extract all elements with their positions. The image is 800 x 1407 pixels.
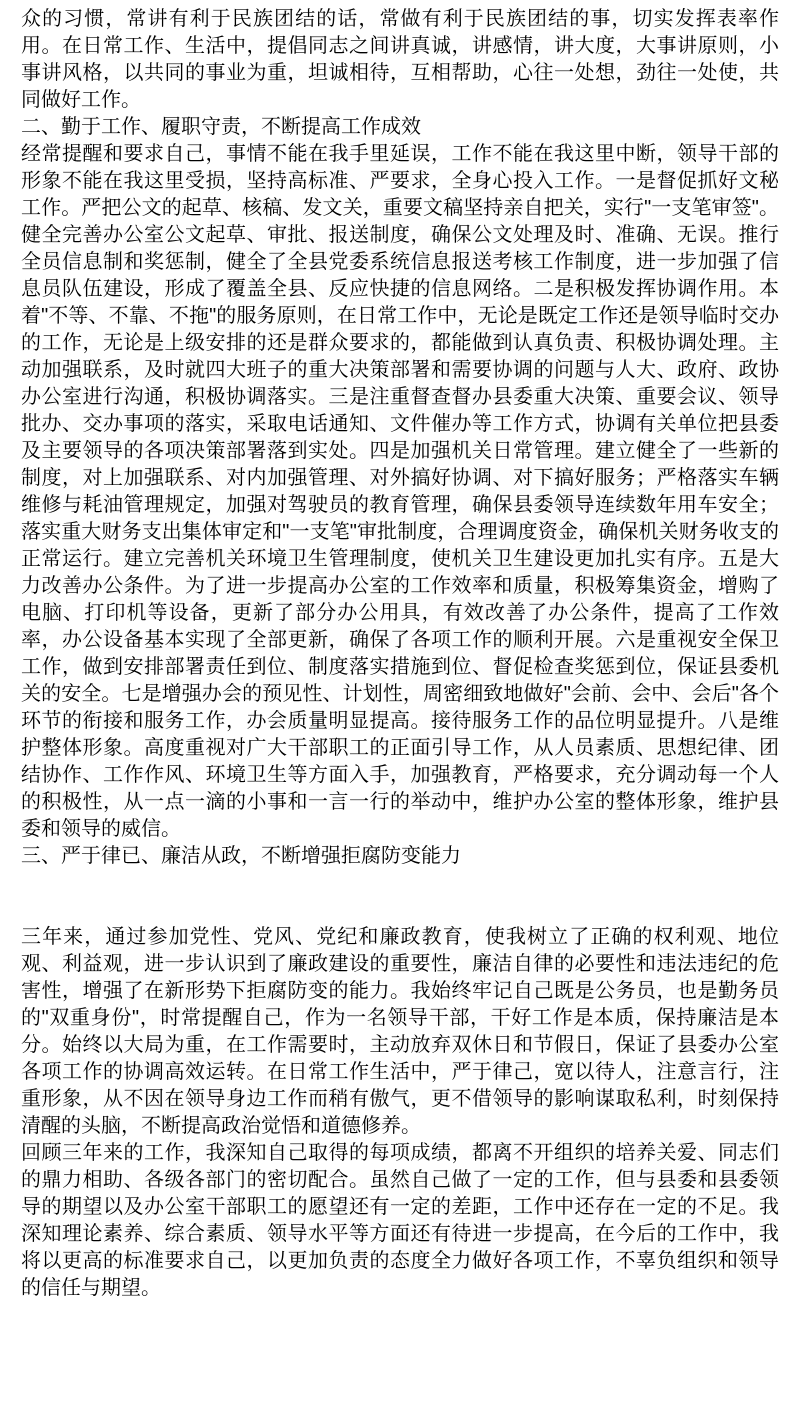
paragraph-continuation: 众的习惯，常讲有利于民族团结的话，常做有利于民族团结的事，切实发挥表率作用。在日常工作、生活中，提倡同志之间讲真诚，讲感情，讲大度，大事讲原则，小事讲风格，以共同的事业为重，坦诚相待，互相帮助，心往一处想，劲往一处使，共同做好工作。 xyxy=(21,8,779,111)
heading-section-2: 二、勤于工作、履职守责，不断提高工作成效 xyxy=(21,116,421,138)
document-body xyxy=(21,6,779,1302)
heading-section-3: 三、严于律已、廉洁从政，不断增强拒腐防变能力 xyxy=(21,845,461,867)
paragraph-section-3-body: 三年来，通过参加党性、党风、党纪和廉政教育，使我树立了正确的权利观、地位观、利益观，进一步认识到了廉政建设的重要性，廉洁自律的必要性和违法违纪的危害性，增强了在新形势下拒腐防变的能力。我始终牢记自己既是公务员，也是勤务员的"双重身份"，时常提醒自己，作为一名领导干部，干好工作是本质，保持廉洁是本分。始终以大局为重，在工作需要时，主动放弃双休日和节假日，保证了县委办公室各项工作的协调高效运转。在日常工作生活中，严于律己，宽以待人，注意言行，注重形象，从不因在领导身边工作而稍有傲气，更不借领导的影响谋取私利，时刻保持清醒的头脑，不断提高政治觉悟和道德修养。 xyxy=(21,926,779,1137)
paragraph-section-2-body: 经常提醒和要求自己，事情不能在我手里延误，工作不能在我这里中断，领导干部的形象不能在我这里受损，坚持高标准、严要求，全身心投入工作。一是督促抓好文秘工作。严把公文的起草、核稿、发文关，重要文稿坚持亲自把关，实行"一支笔审签"。健全完善办公室公文起草、审批、报送制度，确保公文处理及时、准确、无误。推行全员信息制和奖惩制，健全了全县党委系统信息报送考核工作制度，进一步加强了信息员队伍建设，形成了覆盖全县、反应快捷的信息网络。二是积极发挥协调作用。本着"不等、不靠、不拖"的服务原则，在日常工作中，无论是既定工作还是领导临时交办的工作，无论是上级安排的还是群众要求的，都能做到认真负责、积极协调处理。主动加强联系，及时就四大班子的重大决策部署和需要协调的问题与人大、政府、政协办公室进行沟通，积极协调落实。三是注重督查督办县委重大决策、重要会议、领导批办、交办事项的落实，采取电话通知、文件催办等工作方式，协调有关单位把县委及主要领导的各项决策部署落到实处。四是加强机关日常管理。建立健全了一些新的制度，对上加强联系、对内加强管理、对外搞好协调、对下搞好服务；严格落实车辆维修与耗油管理规定，加强对驾驶员的教育管理，确保县委领导连续数年用车安全；落实重大财务支出集体审定和"一支笔"审批制度，合理调度资金，确保机关财务收支的正常运行。建立完善机关环境卫生管理制度，使机关卫生建设更加扎实有序。五是大力改善办公条件。为了进一步提高办公室的工作效率和质量，积极筹集资金，增购了电脑、打印机等设备，更新了部分办公用具，有效改善了办公条件，提高了工作效率，办公设备基本实现了全部更新，确保了各项工作的顺利开展。六是重视安全保卫工作，做到安排部署责任到位、制度落实措施到位、督促检查奖惩到位，保证县委机关的安全。七是增强办会的预见性、计划性，周密细致地做好"会前、会中、会后"各个环节的衔接和服务工作，办会质量明显提高。接待服务工作的品位明显提升。八是维护整体形象。高度重视对广大干部职工的正面引导工作，从人员素质、思想纪律、团结协作、工作作风、环境卫生等方面入手，加强教育，严格要求，充分调动每一个人的积极性，从一点一滴的小事和一言一行的举动中，维护办公室的整体形象，维护县委和领导的威信。 xyxy=(21,143,779,840)
paragraph-closing: 回顾三年来的工作，我深知自己取得的每项成绩，都离不开组织的培养关爱、同志们的鼎力相助、各级各部门的密切配合。虽然自己做了一定的工作，但与县委和县委领导的期望以及办公室干部职工的愿望还有一定的差距，工作中还存在一定的不足。我深知理论素养、综合素质、领导水平等方面还有待进一步提高，在今后的工作中，我将以更高的标准要求自己，以更加负责的态度全力做好各项工作，不辜负组织和领导的信任与期望。 xyxy=(21,1142,779,1299)
blank-gap xyxy=(21,870,779,924)
